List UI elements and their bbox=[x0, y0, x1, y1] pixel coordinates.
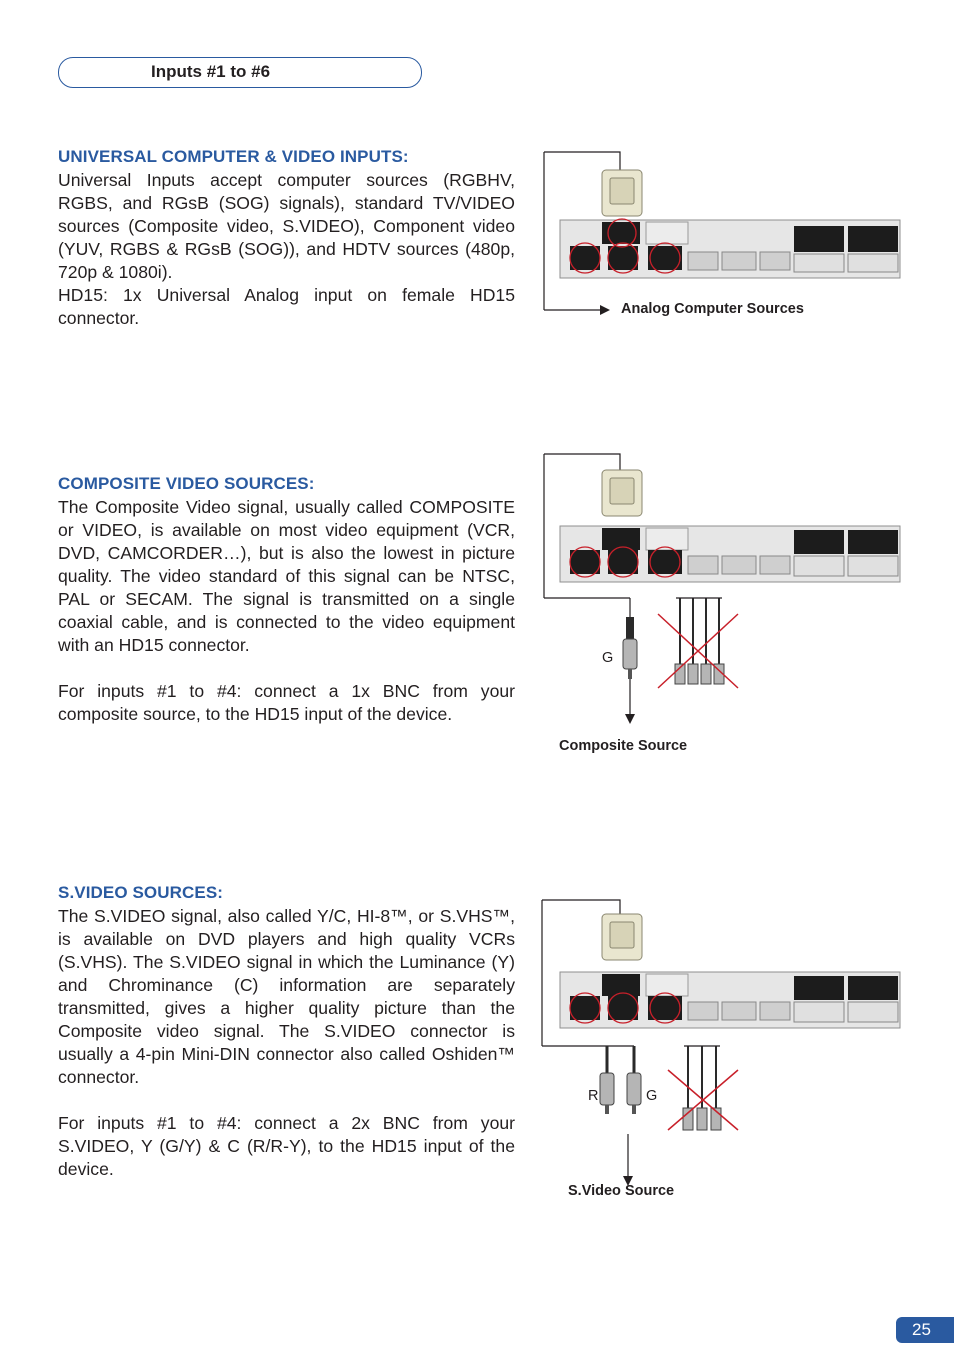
universal-body bbox=[58, 169, 515, 330]
rear-panel-icon bbox=[560, 526, 900, 582]
composite-pin-g: G bbox=[602, 650, 614, 666]
svideo-pin-g: G bbox=[646, 1088, 658, 1104]
svideo-paragraph-1: The S.VIDEO signal, also called Y/C, HI-8™, or S.VHS™, is available on DVD players and high quality VCRs (S.VHS). The S.VIDEO signal in which the Luminance (Y) and Chrominance (C) information are separately transmitted, gives a higher quality picture than the Composite video signal. The S.VIDEO connector is usually a 4-pin Mini-DIN connector also called Oshiden™ connector. bbox=[58, 906, 515, 1087]
svideo-body bbox=[58, 905, 515, 1181]
section-title: Inputs #1 to #6 bbox=[151, 62, 271, 81]
svideo-diagram bbox=[530, 898, 910, 1188]
universal-caption: Analog Computer Sources bbox=[621, 301, 804, 317]
unused-bnc-connectors-icon bbox=[658, 598, 738, 688]
dvi-adapter-icon bbox=[602, 914, 642, 960]
composite-body bbox=[58, 496, 515, 726]
dvi-adapter-icon bbox=[602, 170, 642, 216]
svideo-caption: S.Video Source bbox=[568, 1183, 675, 1199]
page-number-badge bbox=[896, 1317, 954, 1343]
universal-paragraph-1: Universal Inputs accept computer sources (RGBHV, RGBS, and RGsB (SOG) signals), standard TV/VIDEO sources (Composite video, S.VIDEO), Component video (YUV, RGBS & RGsB (SOG)), and HDTV sources (480p, 720p & 1080i). bbox=[58, 170, 515, 282]
page-number: 25 bbox=[912, 1320, 931, 1339]
analog-computer-diagram bbox=[530, 148, 910, 318]
svideo-pin-r: R bbox=[588, 1088, 599, 1104]
dvi-adapter-icon bbox=[602, 470, 642, 516]
composite-caption: Composite Source bbox=[559, 738, 688, 754]
composite-paragraph-1: The Composite Video signal, usually called COMPOSITE or VIDEO, is available on most video equipment (VCR, DVD, CAMCORDER…), but is also the lowest in picture quality. The video standard of this signal can be NTSC, PAL or SECAM. The signal is transmitted on a single coaxial cable, and is connected to the video equipment with an HD15 connector. bbox=[58, 497, 515, 655]
svideo-heading: S.VIDEO SOURCES: bbox=[58, 883, 224, 902]
universal-heading: UNIVERSAL COMPUTER & VIDEO INPUTS: bbox=[58, 147, 409, 166]
svideo-paragraph-2: For inputs #1 to #4: connect a 2x BNC from your S.VIDEO, Y (G/Y) & C (R/R-Y), to the HD15 input of the device. bbox=[58, 1113, 515, 1179]
section-title-pill bbox=[58, 57, 422, 88]
composite-paragraph-2: For inputs #1 to #4: connect a 1x BNC from your composite source, to the HD15 input of the device. bbox=[58, 681, 515, 724]
universal-paragraph-2: HD15: 1x Universal Analog input on female HD15 connector. bbox=[58, 285, 515, 328]
bnc-connectors-icon bbox=[600, 1046, 641, 1114]
unused-bnc-connectors-icon bbox=[668, 1046, 738, 1130]
composite-heading: COMPOSITE VIDEO SOURCES: bbox=[58, 474, 315, 493]
rear-panel-icon bbox=[560, 219, 900, 278]
composite-diagram bbox=[530, 452, 910, 732]
rear-panel-icon bbox=[560, 972, 900, 1028]
bnc-connector-icon bbox=[623, 617, 637, 679]
